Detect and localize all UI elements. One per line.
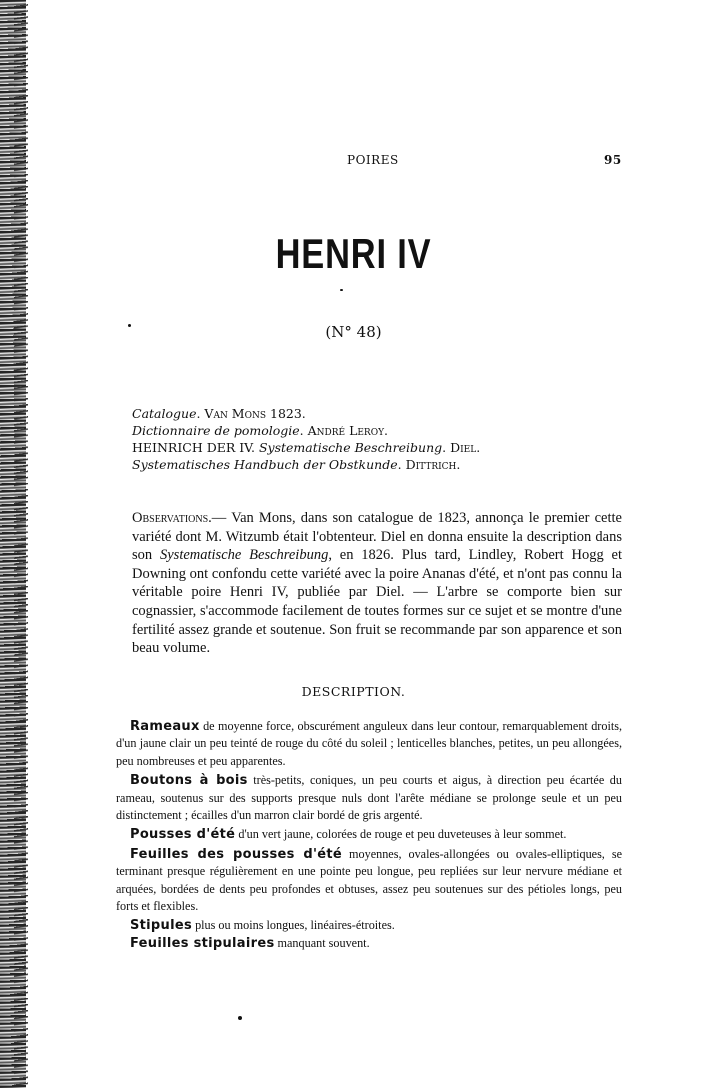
observations-text-2: , en 1826. Plus tard, Lindley, Robert Hogg et Downing ont confondu cette variété avec la poire Ananas d'été, et n'ont pas connu la véritable poire Henri IV, publiée par Diel. — L'arbre se comporte bien sur cognassier, s'accommode facilement de toutes formes sur ce sujet et se montre d'une fertilité assez grande et soutenue. Son fruit se recommande par son apparence et son beau volume. — [132, 547, 622, 657]
description-text: manquant souvent. — [277, 935, 370, 950]
synonym-source: Catalogue — [132, 406, 197, 421]
synonym-name: HEINRICH DER IV. — [132, 440, 255, 455]
description-heading: DESCRIPTION. — [301, 684, 406, 699]
description-text: moyennes, ovales-allongées ou ovales-elliptiques, se terminant presque régulièrement en une pointe peu longue, peu repliées sur leur nervure médiane et arquées, bordées de dents peu profondes et obtuses, assez peu soutenues sur des pétioles longs, peu forts et flexibles. — [116, 846, 622, 914]
description-text: de moyenne force, obscurément anguleux dans leur contour, remarquablement droits, d'un jaune clair un peu teinté de rouge du côté du soleil ; lenticelles blanches, petites, un peu allongées, peu nombreuses et peu apparentes. — [116, 719, 623, 768]
running-head — [0, 153, 707, 173]
synonym-author: Diel. — [450, 440, 481, 455]
synonym-author: Van Mons — [204, 406, 267, 421]
description-item — [116, 935, 622, 952]
description-item — [116, 846, 622, 916]
description-term: Stipules — [130, 918, 193, 934]
description-item — [116, 772, 622, 824]
synonym-line: Dictionnaire de pomologie. André Leroy. — [132, 423, 389, 438]
observations-paragraph — [132, 509, 622, 658]
description-item — [116, 718, 622, 770]
synonym-source: Systematisches Handbuch der Obstkunde — [132, 457, 398, 472]
observations-label: Observations. — [132, 510, 212, 526]
description-text: plus ou moins longues, linéaires-étroites. — [195, 918, 395, 933]
observations-text-1: — Van Mons, dans son catalogue de 1823, annonça le premier cette variété dont M. Witzumb était l'obtenteur. Diel en donna ensuite la description dans son — [132, 510, 622, 564]
synonym-source: Systematische Beschreibung — [258, 440, 443, 455]
description-term: Pousses d'été — [130, 827, 236, 843]
synonym-line: Catalogue. Van Mons 1823. — [132, 406, 306, 421]
description-item — [116, 917, 622, 934]
synonym-author: Dittrich. — [405, 457, 461, 472]
description-item — [116, 826, 622, 843]
observations-work-title: Systematische Beschreibung — [159, 547, 329, 564]
synonym-author: André Leroy. — [307, 423, 389, 438]
page-number: 95 — [604, 153, 622, 167]
print-speck — [238, 1016, 242, 1020]
print-speck — [340, 289, 343, 291]
description-text: d'un vert jaune, colorées de rouge et peu duveteuses à leur sommet. — [238, 827, 567, 842]
synonym-year: 1823. — [270, 406, 306, 421]
variety-number: (N° 48) — [325, 323, 382, 341]
description-term: Boutons à bois — [130, 773, 248, 789]
description-term: Feuilles stipulaires — [130, 935, 275, 951]
print-speck — [128, 324, 131, 327]
variety-title: HENRI IV — [275, 230, 432, 277]
synonym-line: Systematisches Handbuch der Obstkunde. Dittrich. — [132, 457, 461, 472]
description-text: très-petits, coniques, un peu courts et aigus, à direction peu écartée du rameau, soutenus sur des supports presque nuls dont l'arête médiane se prolonge seule et un peu distinctement ; écailles d'un marron clair bordé de gris argenté. — [116, 773, 622, 823]
description-term: Feuilles des pousses d'été — [130, 846, 343, 862]
description-term: Rameaux — [130, 719, 200, 734]
section-title: POIRES — [347, 153, 399, 167]
synonyms-list — [132, 405, 602, 473]
synonym-line: HEINRICH DER IV. Systematische Beschreibung. Diel. — [132, 440, 481, 455]
description-body — [116, 718, 622, 952]
synonym-source: Dictionnaire de pomologie — [132, 423, 300, 438]
